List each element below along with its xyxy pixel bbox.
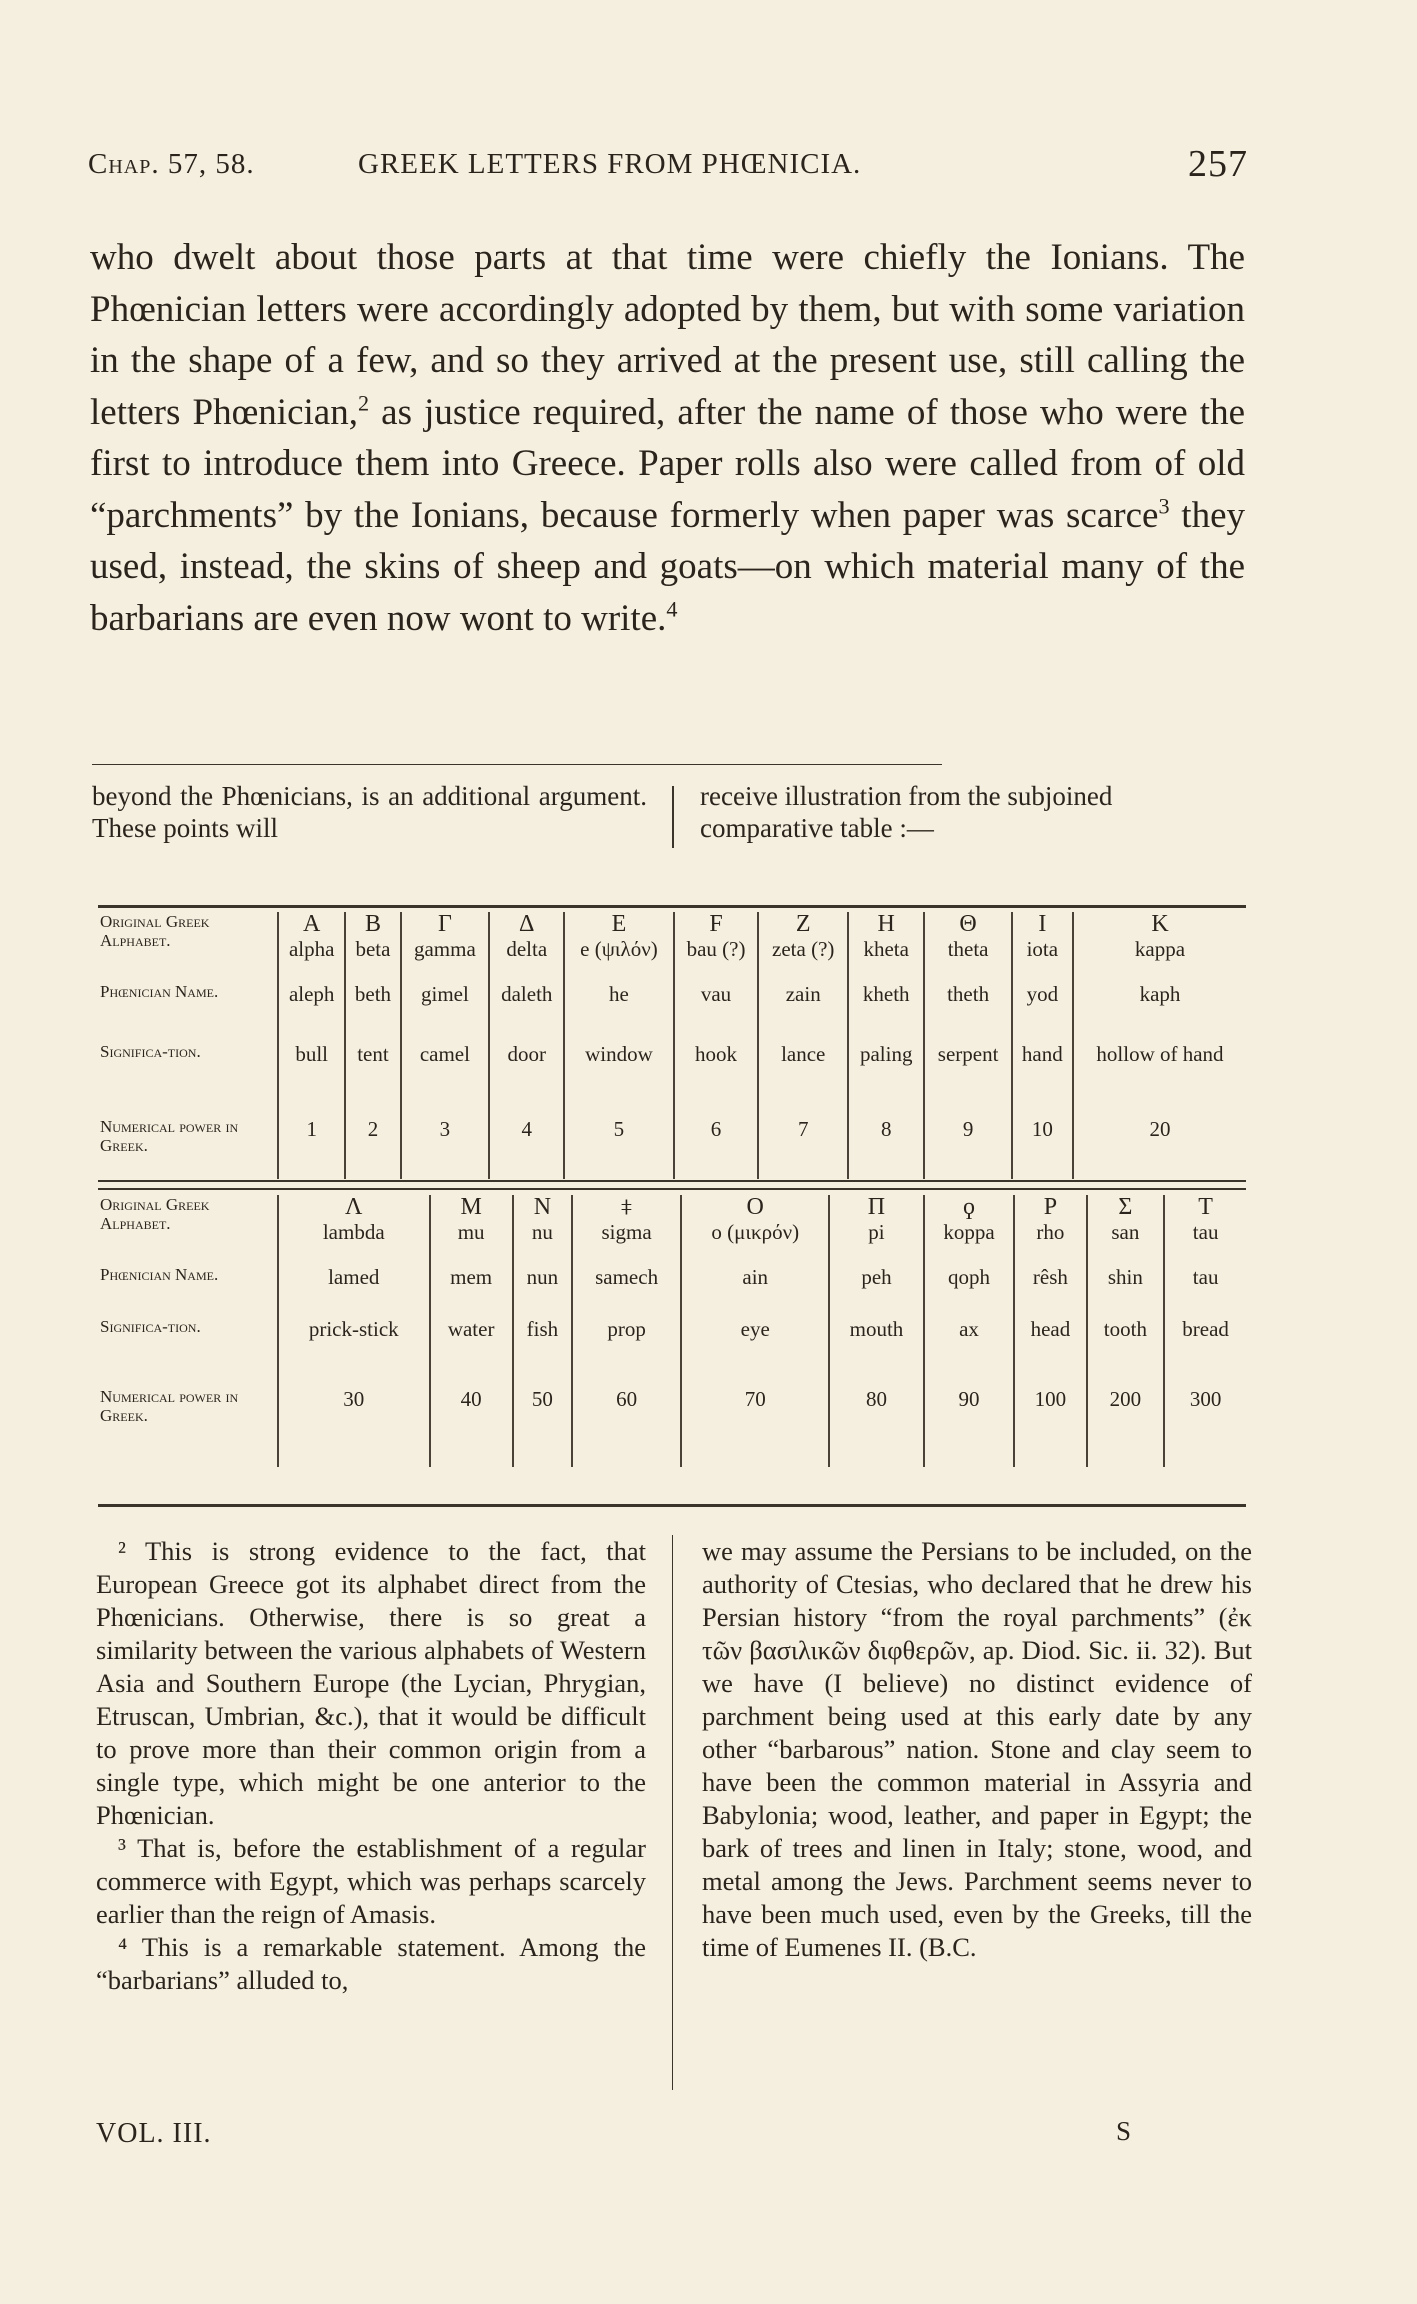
table-cell (564, 1042, 673, 1117)
signification: water (447, 1317, 495, 1341)
table-row (98, 1195, 1246, 1265)
greek-letter: Π (867, 1194, 886, 1220)
table-cell (924, 1195, 1015, 1265)
table-cell (1012, 1117, 1073, 1179)
greek-letter: Σ (1118, 1194, 1133, 1220)
signification: camel (419, 1042, 470, 1066)
table-mid-rule-2 (98, 1188, 1246, 1190)
row-label: Numerical power in Greek. (100, 1387, 239, 1425)
phoenician-name: samech (595, 1265, 659, 1289)
greek-name: bau (?) (686, 937, 746, 961)
main-paragraph: who dwelt about those parts at that time were chiefly the Ionians. The Phœnician letters were accordingly adopted by them, but with some variation in the shape of a few, and so they arrived at the present use, still calling the letters Phœnician,$^2$ as justice required, after the name of those who were the first to introduce them into Greece. Paper rolls also were called from of old “parchments” by the Ionians, because formerly when paper was scarce$^3$ they used, instead, the skins of sheep and goats—on which material many of the barbarians are even now wont to write.$^4$ (90, 237, 1245, 639)
table-cell (681, 1195, 829, 1265)
row-label: Phœnician Name. (100, 982, 219, 1001)
alphabet-table-2 (98, 1195, 1246, 1467)
table-cell (848, 1117, 925, 1179)
table-cell (345, 1117, 400, 1179)
signification: hand (1021, 1042, 1063, 1066)
table-cell (681, 1317, 829, 1387)
table-cell (1073, 1042, 1246, 1117)
table-cell (1012, 1042, 1073, 1117)
number: 100 (1034, 1387, 1067, 1411)
table-cell (513, 1387, 572, 1467)
number: 200 (1109, 1387, 1142, 1411)
signification: serpent (937, 1042, 999, 1066)
signification: head (1030, 1317, 1071, 1341)
table-cell (278, 1117, 345, 1179)
greek-name: iota (1026, 937, 1059, 961)
table-cell (758, 1117, 847, 1179)
table-cell (401, 1042, 490, 1117)
signification: bread (1182, 1317, 1229, 1341)
signification: window (585, 1042, 653, 1066)
signification: prop (607, 1317, 646, 1341)
alphabet-table-1 (98, 912, 1246, 1179)
row-label: Original Greek Alphabet. (100, 1195, 210, 1233)
phoenician-name: qoph (947, 1265, 990, 1289)
table-row (98, 912, 1246, 982)
table-cell (848, 912, 925, 982)
table-cell (924, 1265, 1015, 1317)
phoenician-name: kheth (862, 982, 910, 1006)
greek-letter: Θ (959, 911, 977, 937)
table-cell (278, 1387, 430, 1467)
footnote-ref-2: 2 (357, 390, 370, 416)
row-label: Numerical power in Greek. (100, 1117, 239, 1155)
table-cell (829, 1195, 923, 1265)
table-cell (674, 912, 759, 982)
greek-letter: Γ (437, 911, 452, 937)
row-label: Original Greek Alphabet. (100, 912, 210, 950)
table-cell (829, 1265, 923, 1317)
greek-name: zeta (?) (772, 937, 835, 961)
phoenician-name: vau (700, 982, 732, 1006)
table-cell (1014, 1195, 1086, 1265)
signification: hook (695, 1042, 738, 1066)
table-cell (1087, 1195, 1165, 1265)
greek-letter: Z (795, 911, 811, 937)
greek-letter: T (1198, 1194, 1213, 1220)
table-cell (1014, 1317, 1086, 1387)
table-cell (1014, 1387, 1086, 1467)
greek-name: lambda (322, 1220, 385, 1244)
phoenician-name: ain (742, 1265, 769, 1289)
signification: bull (295, 1042, 329, 1066)
table-cell (401, 912, 490, 982)
table-cell (681, 1387, 829, 1467)
chapter-reference: Chap. 57, 58. (88, 148, 255, 180)
table-cell (1087, 1387, 1165, 1467)
table-cell (430, 1387, 513, 1467)
signification: paling (859, 1042, 913, 1066)
greek-name: sigma (601, 1220, 652, 1244)
phoenician-name: yod (1026, 982, 1059, 1006)
greek-letter: M (460, 1194, 482, 1220)
greek-name: delta (506, 937, 548, 961)
row-label: Significa-tion. (100, 1317, 201, 1336)
table-cell (1012, 982, 1073, 1042)
table-row (98, 982, 1246, 1042)
separator-short (92, 764, 942, 765)
signification: tent (357, 1042, 389, 1066)
table-cell (278, 1042, 345, 1117)
greek-letter: O (746, 1194, 764, 1220)
footnote-column-divider (672, 1535, 673, 2090)
greek-letter: K (1151, 911, 1169, 937)
footnote-4: ⁴ This is a remarkable statement. Among the “barbarians” alluded to, (96, 1932, 646, 1995)
table-cell (674, 1042, 759, 1117)
table-cell (564, 982, 673, 1042)
phoenician-name: daleth (501, 982, 553, 1006)
table-cell (1164, 1195, 1246, 1265)
greek-name: koppa (943, 1220, 995, 1244)
footnote-ref-4: 4 (666, 596, 678, 622)
number: 9 (962, 1117, 974, 1141)
number: 2 (367, 1117, 379, 1141)
greek-name: mu (457, 1220, 485, 1244)
signification: tooth (1103, 1317, 1147, 1341)
footnotes-right (702, 1535, 1252, 1964)
table-cell (1073, 912, 1246, 982)
greek-name: gamma (413, 937, 476, 961)
table-cell (572, 1387, 681, 1467)
table-mid-rule-1 (98, 1180, 1246, 1182)
phoenician-name: nun (526, 1265, 559, 1289)
greek-name: kheta (863, 937, 909, 961)
greek-letter: N (533, 1194, 552, 1220)
table-cell (513, 1265, 572, 1317)
table-cell (564, 1117, 673, 1179)
greek-letter: ⧧ (620, 1194, 633, 1220)
table-cell (829, 1317, 923, 1387)
volume-label: VOL. III. (96, 2118, 212, 2149)
table-row (98, 1117, 1246, 1179)
number: 30 (343, 1387, 365, 1411)
table-cell (924, 1042, 1011, 1117)
greek-name: san (1111, 1220, 1140, 1244)
table-row (98, 1387, 1246, 1467)
phoenician-name: theth (947, 982, 990, 1006)
column-divider-top (672, 786, 674, 848)
number: 5 (613, 1117, 625, 1141)
greek-name: o (μικρόν) (711, 1220, 800, 1244)
row-label: Significa-tion. (100, 1042, 201, 1061)
table-cell (489, 912, 564, 982)
table-cell (829, 1387, 923, 1467)
table-cell (1014, 1265, 1086, 1317)
table-cell (489, 1042, 564, 1117)
table-cell (674, 1117, 759, 1179)
table-cell (345, 912, 400, 982)
number: 4 (521, 1117, 533, 1141)
table-cell (1012, 912, 1073, 982)
signification: eye (740, 1317, 770, 1341)
footnote-3: ³ That is, before the establishment of a regular commerce with Egypt, which was perhaps scarcely earlier than the reign of Amasis. (96, 1833, 646, 1929)
greek-letter: ϙ (962, 1194, 975, 1220)
table-cell (924, 1317, 1015, 1387)
table-top-rule (98, 905, 1246, 908)
phoenician-name: peh (861, 1265, 892, 1289)
number: 70 (744, 1387, 766, 1411)
phoenician-name: shin (1107, 1265, 1143, 1289)
table-cell (572, 1195, 681, 1265)
table-cell (1073, 1117, 1246, 1179)
table-cell (278, 1317, 430, 1387)
table-cell (278, 1195, 430, 1265)
signature-mark: S (1116, 2116, 1132, 2146)
table-cell (1164, 1387, 1246, 1467)
table-cell (924, 1117, 1011, 1179)
signification: ax (959, 1317, 979, 1341)
intro-left-column: beyond the Phœnicians, is an additional argument. These points will (92, 781, 647, 843)
phoenician-name: lamed (328, 1265, 380, 1289)
table-cell (430, 1317, 513, 1387)
greek-name: pi (868, 1220, 885, 1244)
running-header (88, 143, 1248, 188)
table-cell (278, 1265, 430, 1317)
table-cell (278, 982, 345, 1042)
table-cell (572, 1265, 681, 1317)
greek-name: tau (1192, 1220, 1219, 1244)
page-number: 257 (1188, 143, 1248, 185)
number: 40 (460, 1387, 482, 1411)
signification: door (507, 1042, 547, 1066)
number: 80 (865, 1387, 887, 1411)
table-cell (1073, 982, 1246, 1042)
table-cell (924, 982, 1011, 1042)
greek-letter: I (1038, 911, 1047, 937)
signification: mouth (849, 1317, 904, 1341)
table-cell (1164, 1265, 1246, 1317)
greek-letter: Λ (345, 1194, 363, 1220)
number: 300 (1189, 1387, 1222, 1411)
phoenician-name: rêsh (1032, 1265, 1068, 1289)
table-cell (1087, 1265, 1165, 1317)
greek-letter: B (364, 911, 381, 937)
intro-right-column: receive illustration from the subjoined comparative table :— (700, 781, 1113, 843)
signification: lance (781, 1042, 826, 1066)
phoenician-name: he (609, 982, 629, 1006)
table-cell (758, 1042, 847, 1117)
main-text (90, 232, 1245, 644)
footnotes-left (96, 1535, 646, 1997)
footnote-ref-3: 3 (1158, 493, 1170, 519)
footnote-2: ² This is strong evidence to the fact, that European Greece got its alphabet direct from the Phœnicians. Otherwise, there is so great a similarity between the various alphabets of Western Asia and Southern Europe (the Lycian, Phrygian, Etruscan, Umbrian, &c.), that it would be difficult to prove more than their common origin from a single type, which might be one anterior to the Phœnician. (96, 1536, 646, 1830)
number: 50 (531, 1387, 553, 1411)
greek-name: alpha (288, 937, 335, 961)
number: 6 (710, 1117, 722, 1141)
table-cell (572, 1317, 681, 1387)
number: 90 (958, 1387, 980, 1411)
greek-name: kappa (1134, 937, 1186, 961)
table-cell (674, 982, 759, 1042)
phoenician-name: zain (785, 982, 821, 1006)
table-cell (924, 912, 1011, 982)
table-cell (1164, 1317, 1246, 1387)
phoenician-name: kaph (1139, 982, 1181, 1006)
number: 3 (439, 1117, 451, 1141)
table-cell (681, 1265, 829, 1317)
greek-letter: E (611, 911, 627, 937)
number: 20 (1149, 1117, 1171, 1141)
signification: prick-stick (308, 1317, 399, 1341)
table-cell (345, 1042, 400, 1117)
greek-letter: A (303, 911, 321, 937)
table-cell (848, 982, 925, 1042)
greek-name: theta (947, 937, 989, 961)
phoenician-name: mem (450, 1265, 493, 1289)
table-bottom-rule (98, 1504, 1246, 1507)
table-cell (758, 982, 847, 1042)
signification: hollow of hand (1096, 1042, 1224, 1066)
table-cell (401, 1117, 490, 1179)
table-cell (1087, 1317, 1165, 1387)
number: 7 (797, 1117, 809, 1141)
table-cell (345, 982, 400, 1042)
number: 8 (880, 1117, 892, 1141)
table-cell (513, 1317, 572, 1387)
table-row (98, 1317, 1246, 1387)
table-cell (564, 912, 673, 982)
greek-letter: P (1043, 1194, 1058, 1220)
number: 10 (1031, 1117, 1053, 1141)
number: 1 (306, 1117, 317, 1141)
greek-name: beta (355, 937, 391, 961)
table-row (98, 1042, 1246, 1117)
table-cell (758, 912, 847, 982)
table-cell (489, 1117, 564, 1179)
greek-letter: H (877, 911, 895, 937)
greek-name: e (ψιλόν) (580, 937, 658, 961)
greek-name: nu (531, 1220, 553, 1244)
table-cell (430, 1265, 513, 1317)
greek-letter: F (709, 911, 723, 937)
phoenician-name: beth (354, 982, 392, 1006)
signification: fish (526, 1317, 559, 1341)
page-title: GREEK LETTERS FROM PHŒNICIA. (358, 148, 862, 180)
table-cell (489, 982, 564, 1042)
phoenician-name: gimel (420, 982, 469, 1006)
greek-letter: Δ (519, 911, 535, 937)
table-cell (848, 1042, 925, 1117)
table-cell (401, 982, 490, 1042)
table-cell (430, 1195, 513, 1265)
number: 60 (616, 1387, 638, 1411)
phoenician-name: tau (1192, 1265, 1219, 1289)
phoenician-name: aleph (288, 982, 335, 1006)
greek-name: rho (1036, 1220, 1065, 1244)
table-cell (513, 1195, 572, 1265)
footnote-4-continued: we may assume the Persians to be included, on the authority of Ctesias, who declared that he drew his Persian history “from the royal parchments” (ἐκ τῶν βασιλικῶν διφθερῶν, ap. Diod. Sic. ii. 32). But we have (I believe) no distinct evidence of parchment being used at this early date by any other “barbarous” nation. Stone and clay seem to have been the common material in Assyria and Babylonia; wood, leather, and paper in Egypt; the bark of trees and linen in Italy; stone, wood, and metal among the Jews. Parchment seems never to have been much used, even by the Greeks, till the time of Eumenes II. (B.C. (702, 1536, 1252, 1962)
table-row (98, 1265, 1246, 1317)
row-label: Phœnician Name. (100, 1265, 219, 1284)
table-cell (278, 912, 345, 982)
table-cell (924, 1387, 1015, 1467)
